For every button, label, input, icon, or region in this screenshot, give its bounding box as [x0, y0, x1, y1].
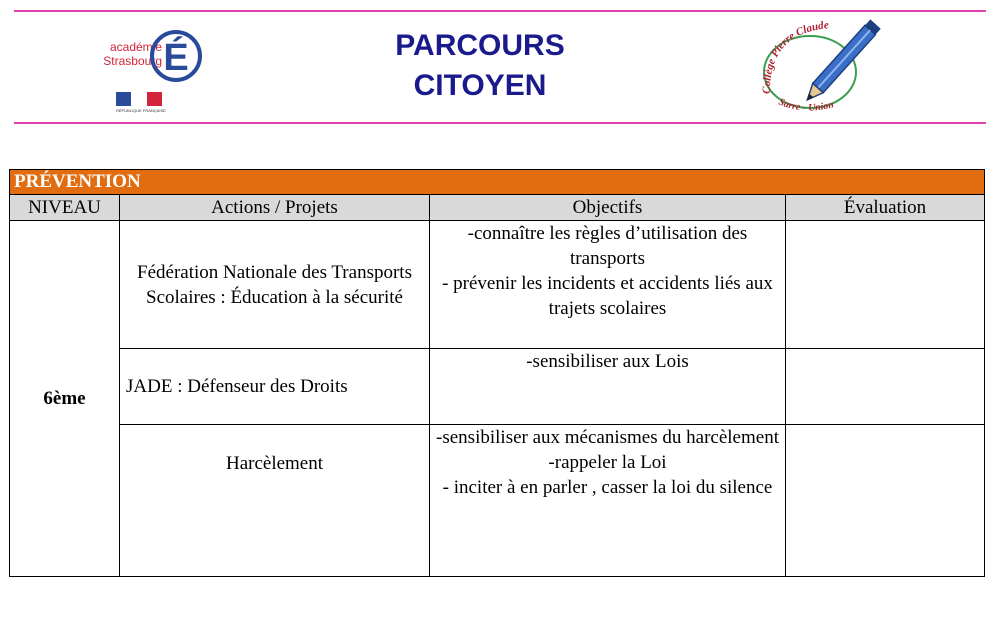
- table-row: [10, 221, 985, 349]
- objectif-line: -rappeler la Loi: [548, 452, 667, 473]
- objectif-line: - inciter à en parler , casser la loi du silence: [442, 477, 773, 498]
- evaluation-cell: [786, 425, 985, 577]
- republique-text: RÉPUBLIQUE FRANÇAISE: [116, 108, 166, 113]
- action-cell: JADE : Défenseur des Droits: [120, 349, 430, 425]
- college-pierre-claude-logo: [748, 14, 898, 118]
- action-cell: Fédération Nationale des Transports Scolaires : Éducation à la sécurité: [120, 221, 430, 349]
- page-title: [340, 26, 620, 106]
- svg-text:Sarre - Union: [777, 97, 835, 114]
- objectif-line: - prévenir les incidents et accidents liés aux trajets scolaires: [442, 273, 773, 319]
- evaluation-cell: [786, 349, 985, 425]
- academie-logo-line2: Strasbourg: [103, 54, 162, 68]
- objectif-line: -sensibiliser aux mécanismes du harcèlement: [436, 427, 779, 448]
- action-cell: Harcèlement: [120, 425, 430, 577]
- column-header-actions: Actions / Projets: [120, 195, 430, 221]
- evaluation-cell: [786, 221, 985, 349]
- academie-logo-letter: É: [163, 37, 189, 79]
- title-line2: CITOYEN: [413, 69, 547, 102]
- objectifs-cell: [430, 349, 786, 425]
- prevention-table: [9, 169, 985, 577]
- bottom-divider: [14, 122, 986, 124]
- table-row: [10, 425, 985, 577]
- table-header-row: [10, 195, 985, 221]
- academie-logo-line1: académie: [109, 40, 162, 54]
- column-header-objectifs: Objectifs: [430, 195, 786, 221]
- academie-strasbourg-logo: [90, 18, 210, 118]
- college-logo-bottom-text: Sarre - Union: [776, 96, 835, 114]
- objectif-line: -sensibiliser aux Lois: [526, 351, 689, 372]
- objectifs-cell: [430, 221, 786, 349]
- title-line1: PARCOURS: [395, 29, 565, 62]
- column-header-evaluation: Évaluation: [786, 195, 985, 221]
- pencil-logo-icon: [748, 14, 898, 118]
- column-header-niveau: NIVEAU: [10, 195, 120, 221]
- section-banner: PRÉVENTION: [10, 170, 985, 195]
- academie-e-icon: [150, 18, 206, 88]
- niveau-cell: 6ème: [10, 221, 120, 577]
- college-logo-top-text: Collège Pierre Claude: [760, 19, 830, 94]
- top-divider: [14, 10, 986, 12]
- objectif-line: -connaître les règles d’utilisation des transports: [467, 223, 748, 269]
- objectifs-cell: [430, 425, 786, 577]
- republique-francaise-mark: [116, 92, 166, 113]
- french-flag-icon: [116, 92, 162, 106]
- table-row: [10, 349, 985, 425]
